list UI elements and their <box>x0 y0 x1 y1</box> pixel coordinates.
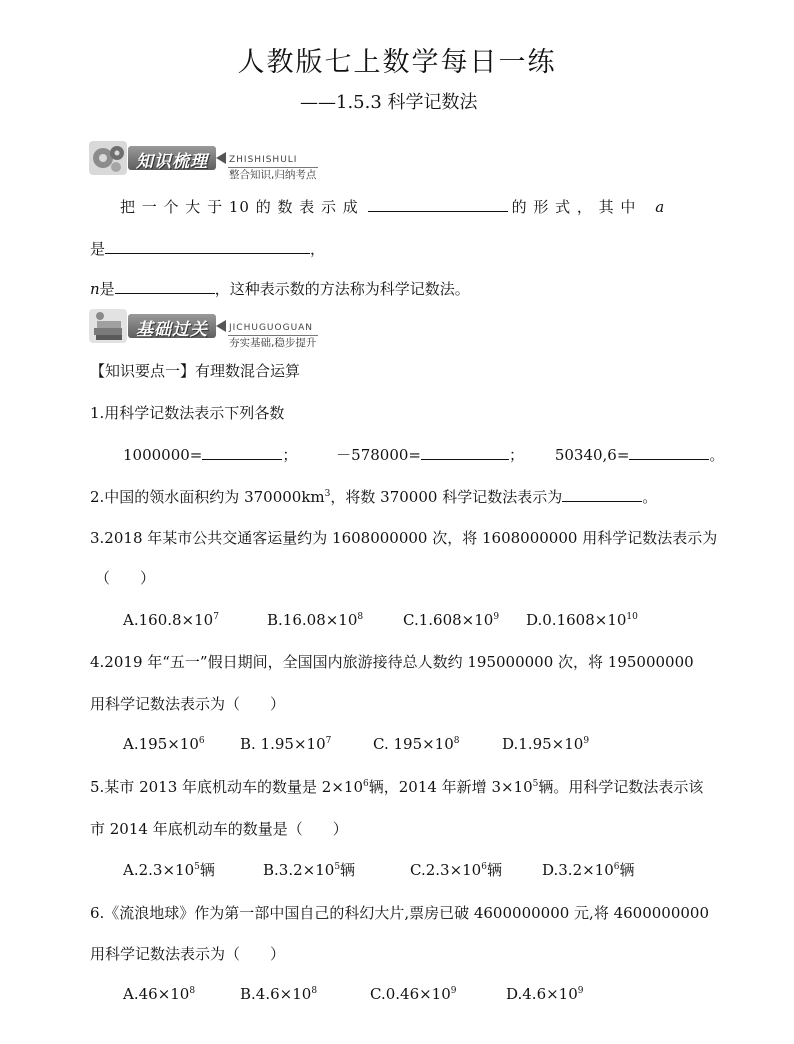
exponent: 6 <box>613 862 620 872</box>
text-fragment: 辆 <box>486 861 502 879</box>
page-title: 人教版七上数学每日一练 <box>237 47 557 78</box>
option-c[interactable] <box>373 735 460 753</box>
text-fragment: 是 <box>90 240 106 258</box>
text-fragment: C.2.3×10 <box>410 861 482 879</box>
text-fragment: B.4.6×10 <box>240 985 312 1003</box>
text-fragment: D.0.1608×10 <box>526 611 627 629</box>
question-6-stem-2: 用科学记数法表示为（ ） <box>90 945 286 963</box>
exponent: 7 <box>213 612 219 622</box>
text-fragment: B. 1.95×10 <box>240 735 326 753</box>
text-fragment: C.0.46×10 <box>370 985 451 1003</box>
text-fragment: 辆 <box>199 861 215 879</box>
exponent: 8 <box>453 736 460 746</box>
answer-blank[interactable] <box>629 445 709 460</box>
option-b[interactable] <box>240 735 331 753</box>
question-1-stem: 1.用科学记数法表示下列各数 <box>90 404 285 422</box>
intro-line-2 <box>90 238 325 259</box>
text-fragment: 50340,6= <box>554 446 630 464</box>
books-icon <box>88 306 128 346</box>
text-fragment: 的 形 式 ， 其 中 <box>511 198 637 216</box>
text-fragment: －578000= <box>336 446 422 464</box>
text-fragment: 辆。用科学记数法表示该 <box>538 778 704 796</box>
option-c[interactable] <box>370 985 457 1003</box>
question-6-stem: 6.《流浪地球》作为第一部中国自己的科幻大片,票房已破 4600000000 元,将 4600000000 <box>90 904 710 922</box>
exponent: 8 <box>311 986 318 996</box>
exponent: 6 <box>481 862 487 872</box>
answer-blank[interactable] <box>202 445 282 460</box>
option-a[interactable] <box>123 859 215 880</box>
option-b[interactable] <box>267 611 363 629</box>
text-fragment: ，这种表示数的方法称为科学记数法。 <box>214 280 470 298</box>
text-fragment: B.3.2×10 <box>263 861 335 879</box>
text-fragment: 辆 <box>619 861 635 879</box>
banner-title-bar <box>128 146 216 170</box>
option-d[interactable] <box>506 985 584 1003</box>
option-a[interactable] <box>123 735 205 753</box>
banner-subtitle: 夯实基础,稳步提升 <box>229 337 317 349</box>
option-d[interactable] <box>526 611 638 629</box>
answer-blank[interactable] <box>421 445 509 460</box>
question-4-stem-2: 用科学记数法表示为（ ） <box>90 695 286 713</box>
arrow-left-icon <box>216 152 226 164</box>
option-c[interactable] <box>410 859 502 880</box>
text-fragment: 5.某市 2013 年底机动车的数量是 2×10 <box>90 778 363 796</box>
exponent: 10 <box>626 612 638 622</box>
question-4-stem: 4.2019 年“五一”假日期间，全国国内旅游接待总人数约 195000000 次，将 195000000 <box>90 653 694 671</box>
exponent: 6 <box>363 779 369 789</box>
text-fragment: 1000000= <box>123 446 203 464</box>
question-5-stem-2: 市 2014 年底机动车的数量是（ ） <box>90 820 348 838</box>
text-fragment: 2.中国的领水面积约为 370000km <box>90 488 325 506</box>
question-3-stem: 3.2018 年某市公共交通客运量约为 1608000000 次，将 1608000000 用科学记数法表示为 <box>90 529 718 547</box>
text-fragment: n <box>90 280 100 298</box>
text-fragment: D.4.6×10 <box>506 985 578 1003</box>
page-subtitle: ——1.5.3 科学记数法 <box>300 92 478 113</box>
text-fragment: a <box>655 198 665 216</box>
exponent: 3 <box>324 489 331 499</box>
banner-title: 基础过关 <box>136 320 208 340</box>
question-5-stem <box>90 776 703 797</box>
banner-pinyin: JICHUGUOGUAN <box>229 323 314 333</box>
option-a[interactable] <box>123 985 195 1003</box>
text-fragment: A.195×10 <box>123 735 199 753</box>
question-2-stem <box>90 486 657 507</box>
option-b[interactable] <box>240 985 317 1003</box>
answer-blank[interactable] <box>562 487 642 502</box>
text-fragment: 辆，2014 年新增 3×10 <box>368 778 533 796</box>
exponent: 9 <box>583 736 590 746</box>
text-fragment: C.1.608×10 <box>403 611 494 629</box>
arrow-left-icon <box>216 320 226 332</box>
banner-title-bar <box>128 314 216 338</box>
section-heading: 【知识要点一】有理数混合运算 <box>90 362 301 380</box>
answer-blank[interactable] <box>368 197 508 212</box>
intro-line-3 <box>90 278 470 299</box>
exponent: 6 <box>198 736 205 746</box>
text-fragment: ； <box>509 446 525 464</box>
text-fragment: ， <box>310 240 326 258</box>
section-banner-knowledge <box>88 138 320 180</box>
text-fragment: 。 <box>642 488 658 506</box>
text-fragment: C. 195×10 <box>373 735 454 753</box>
option-b[interactable] <box>263 859 355 880</box>
text-fragment: ； <box>282 446 298 464</box>
question-1-items <box>123 444 724 465</box>
exponent: 7 <box>325 736 332 746</box>
exponent: 5 <box>334 862 341 872</box>
text-fragment: D.1.95×10 <box>502 735 584 753</box>
answer-blank[interactable] <box>105 239 310 254</box>
option-d[interactable] <box>502 735 589 753</box>
banner-subtitle: 整合知识,归纳考点 <box>229 169 317 181</box>
exponent: 5 <box>194 862 200 872</box>
exponent: 9 <box>577 986 584 996</box>
text-fragment: D.3.2×10 <box>542 861 614 879</box>
text-fragment: A.46×10 <box>123 985 190 1003</box>
text-fragment: A.2.3×10 <box>123 861 195 879</box>
exponent: 9 <box>493 612 500 622</box>
text-fragment: 把 一 个 大 于 10 的 数 表 示 成 <box>120 198 359 216</box>
intro-line-1 <box>120 196 664 217</box>
exponent: 9 <box>450 986 457 996</box>
exponent: 8 <box>357 612 364 622</box>
text-fragment: 是 <box>99 280 115 298</box>
answer-blank[interactable] <box>115 279 215 294</box>
exponent: 5 <box>532 779 539 789</box>
text-fragment: B.16.08×10 <box>267 611 358 629</box>
banner-pinyin: ZHISHISHULI <box>229 155 298 165</box>
text-fragment: 辆 <box>340 861 356 879</box>
text-fragment: A.160.8×10 <box>123 611 214 629</box>
answer-paren: （ ） <box>95 569 156 587</box>
text-fragment: 。 <box>709 446 725 464</box>
option-d[interactable] <box>542 859 635 880</box>
option-c[interactable] <box>403 611 499 629</box>
banner-title: 知识梳理 <box>136 152 208 172</box>
exponent: 8 <box>189 986 196 996</box>
section-banner-basics <box>88 306 320 348</box>
text-fragment: ，将数 370000 科学记数法表示为 <box>330 488 563 506</box>
option-a[interactable] <box>123 611 219 629</box>
gears-icon <box>88 138 128 178</box>
